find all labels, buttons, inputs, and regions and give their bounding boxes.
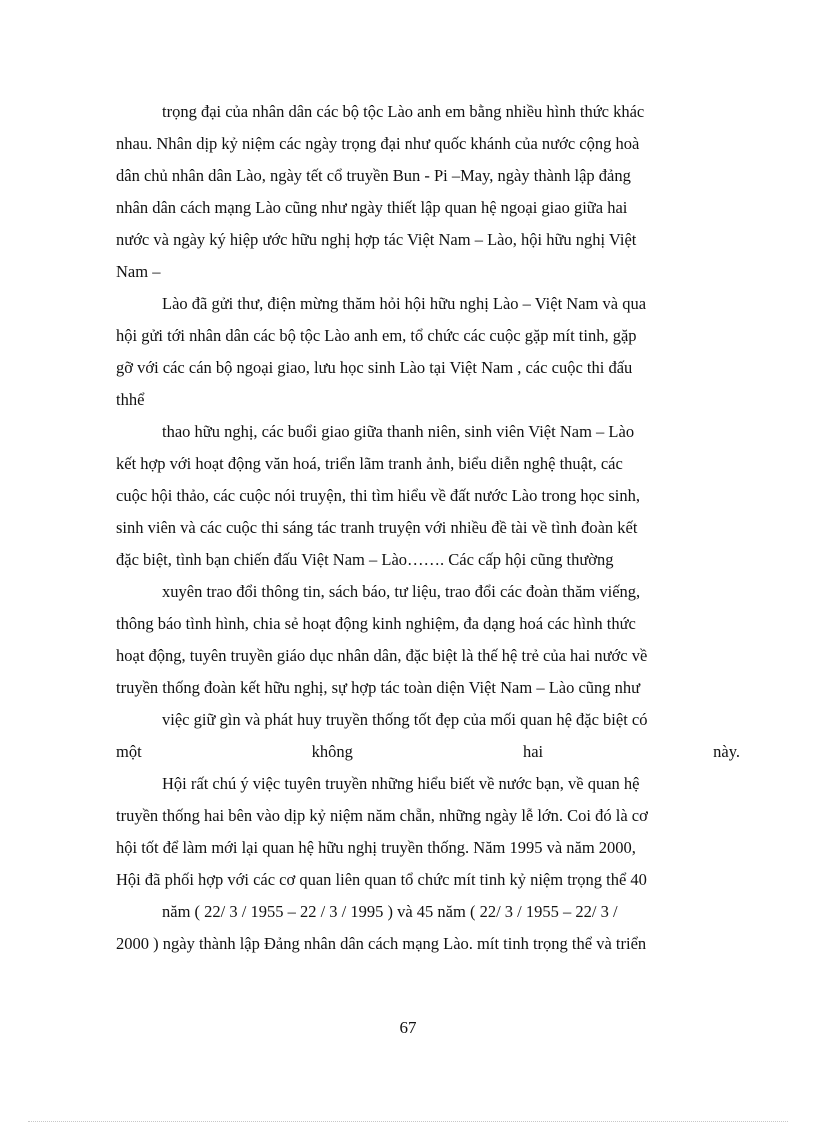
text-line: thông báo tình hình, chia sẻ hoạt động kinh nghiệm, đa dạng hoá các hình thức — [116, 614, 636, 633]
text-line: thao hữu nghị, các buổi giao giữa thanh niên, sinh viên Việt Nam – Lào — [162, 422, 635, 441]
text-line: đặc biệt, tình bạn chiến đấu Việt Nam – Lào……. Các cấp hội cũng thường — [116, 550, 614, 569]
text-line: gỡ với các cán bộ ngoại giao, lưu học sinh Lào tại Việt Nam , các cuộc thi đấu — [116, 358, 633, 377]
text-line: hội tốt để làm mới lại quan hệ hữu nghị truyền thống. Năm 1995 và năm 2000, — [116, 838, 636, 857]
text-line: Lào đã gửi thư, điện mừng thăm hỏi hội hữu nghị Lào – Việt Nam và qua — [162, 294, 647, 313]
text-line: nước và ngày ký hiệp ước hữu nghị hợp tác Việt Nam – Lào, hội hữu nghị Việt — [116, 230, 637, 249]
text-line: việc giữ gìn và phát huy truyền thống tốt đẹp của mối quan hệ đặc biệt có — [162, 710, 648, 729]
text-line: năm ( 22/ 3 / 1955 – 22 / 3 / 1995 ) và 45 năm ( 22/ 3 / 1955 – 22/ 3 / — [162, 902, 618, 921]
text-line: trọng đại của nhân dân các bộ tộc Lào anh em bằng nhiều hình thức khác — [162, 102, 645, 121]
page-bottom-divider — [28, 1121, 788, 1122]
text-line: 2000 ) ngày thành lập Đảng nhân dân cách mạng Lào. mít tinh trọng thể và triển — [116, 934, 647, 953]
text-line: một không hai này. — [116, 742, 740, 761]
text-line: truyền thống hai bên vào dịp kỷ niệm năm chẵn, những ngày lễ lớn. Coi đó là cơ — [116, 806, 648, 825]
text-line: Hội đã phối hợp với các cơ quan liên quan tổ chức mít tinh kỷ niệm trọng thể 40 — [116, 870, 647, 889]
text-line: truyền thống đoàn kết hữu nghị, sự hợp tác toàn diện Việt Nam – Lào cũng như — [116, 678, 641, 697]
page-number: 67 — [399, 1018, 417, 1037]
text-line: Nam – — [116, 262, 161, 281]
text-line: dân chủ nhân dân Lào, ngày tết cổ truyền Bun - Pi –May, ngày thành lập đảng — [116, 166, 631, 185]
text-line: nhau. Nhân dịp kỷ niệm các ngày trọng đại như quốc khánh của nước cộng hoà — [116, 134, 640, 153]
text-line: hội gửi tới nhân dân các bộ tộc Lào anh em, tổ chức các cuộc gặp mít tinh, gặp — [116, 326, 637, 345]
text-line: kết hợp với hoạt động văn hoá, triển lãm tranh ảnh, biểu diễn nghệ thuật, các — [116, 454, 623, 473]
text-line: thhể — [116, 390, 145, 409]
body-text — [116, 96, 740, 960]
text-line: cuộc hội thảo, các cuộc nói truyện, thi tìm hiểu về đất nước Lào trong học sinh, — [116, 486, 640, 505]
text-line: hoạt động, tuyên truyền giáo dục nhân dân, đặc biệt là thế hệ trẻ của hai nước về — [116, 646, 648, 665]
text-line: nhân dân cách mạng Lào cũng như ngày thiết lập quan hệ ngoại giao giữa hai — [116, 198, 628, 217]
text-line: Hội rất chú ý việc tuyên truyền những hiểu biết về nước bạn, về quan hệ — [162, 774, 640, 793]
text-line: xuyên trao đổi thông tin, sách báo, tư liệu, trao đổi các đoàn thăm viếng, — [162, 582, 641, 601]
text-line: sinh viên và các cuộc thi sáng tác tranh truyện với nhiều đề tài về tình đoàn kết — [116, 518, 638, 537]
